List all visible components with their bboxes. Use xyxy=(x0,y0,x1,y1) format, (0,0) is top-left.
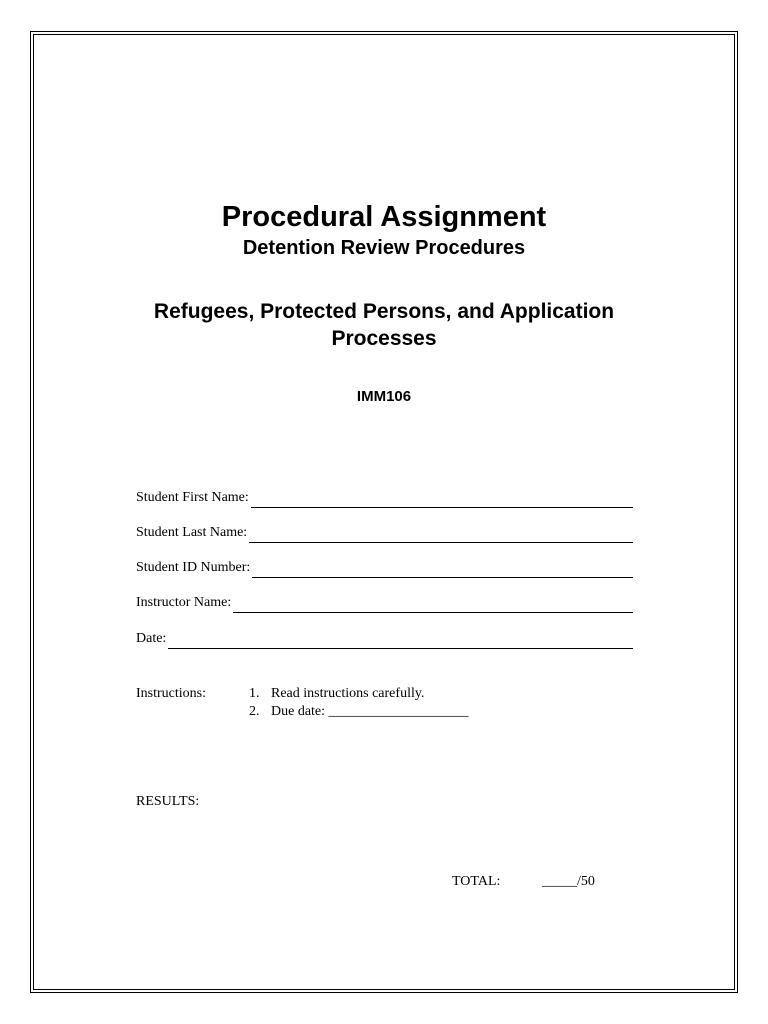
blank-line[interactable] xyxy=(168,630,633,649)
field-label: Date: xyxy=(136,631,167,646)
instructions-list xyxy=(249,685,549,721)
blank-line[interactable] xyxy=(249,524,633,543)
document-subtitle: Detention Review Procedures xyxy=(242,237,526,259)
list-item xyxy=(249,685,549,703)
list-item-number: 1. xyxy=(249,686,260,701)
field-label: Student ID Number: xyxy=(136,560,251,575)
instructions-label: Instructions: xyxy=(136,686,206,701)
field-label: Student First Name: xyxy=(136,490,249,505)
course-code: IMM106 xyxy=(356,388,412,405)
instructor-name-field[interactable] xyxy=(136,593,633,613)
blank-line[interactable] xyxy=(252,559,633,578)
list-item xyxy=(249,703,549,721)
blank-line[interactable] xyxy=(251,489,633,508)
section-heading: Refugees, Protected Persons, and Application Processes xyxy=(153,300,615,350)
page-border-inner xyxy=(33,34,735,990)
list-item-text: Read instructions carefully. xyxy=(271,686,425,701)
student-first-name-field[interactable] xyxy=(136,488,633,508)
field-label: Instructor Name: xyxy=(136,595,232,610)
total-score[interactable]: _____/50 xyxy=(542,874,595,889)
student-last-name-field[interactable] xyxy=(136,523,633,543)
list-item-number: 2. xyxy=(249,704,260,719)
blank-line[interactable] xyxy=(233,594,633,613)
total-label: TOTAL: xyxy=(452,874,501,889)
date-field[interactable] xyxy=(136,629,633,649)
list-item-text: Due date: ____________________ xyxy=(271,704,469,719)
field-label: Student Last Name: xyxy=(136,525,248,540)
results-label: RESULTS: xyxy=(136,794,200,809)
student-id-number-field[interactable] xyxy=(136,558,633,578)
document-title: Procedural Assignment xyxy=(221,201,547,233)
